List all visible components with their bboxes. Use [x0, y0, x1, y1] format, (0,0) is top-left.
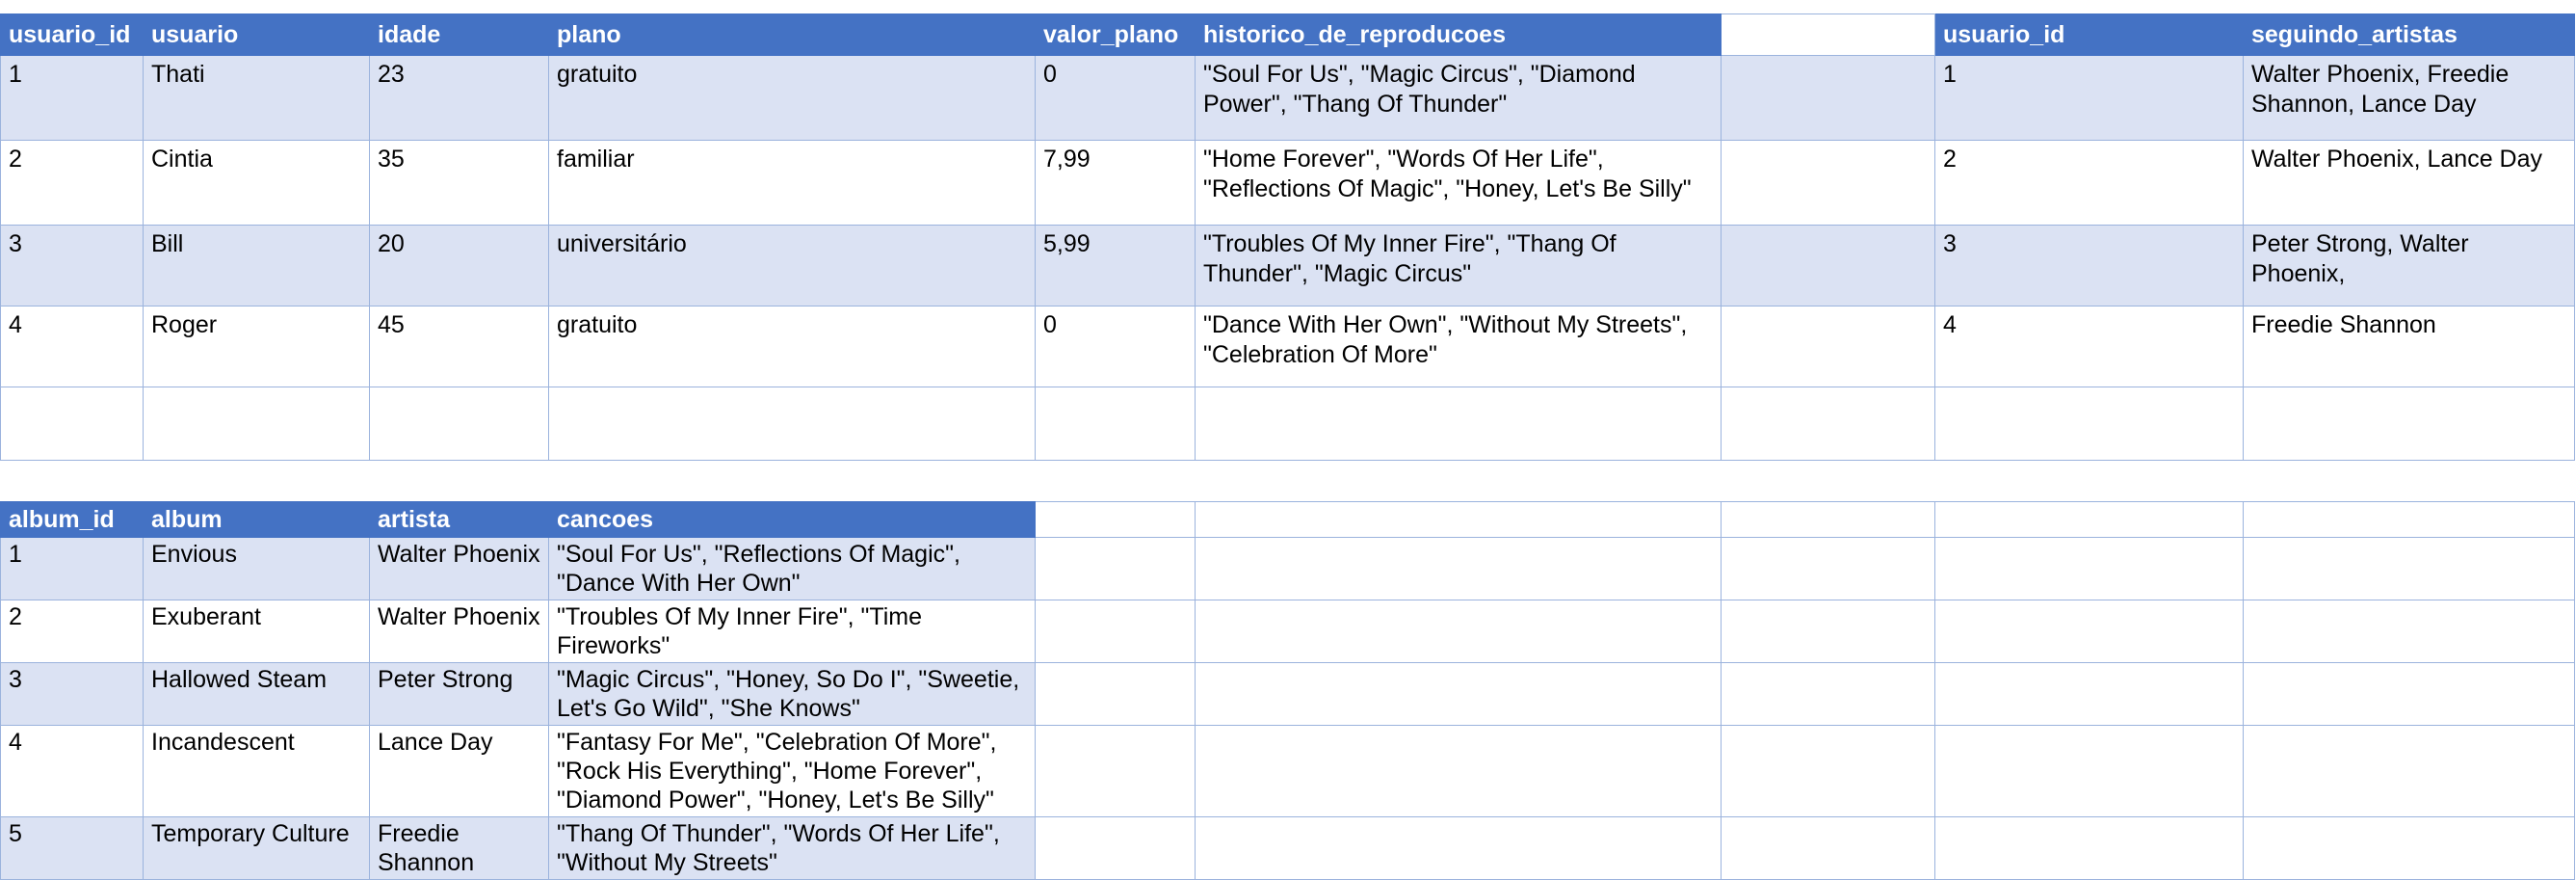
column-header-seguindo-usuario-id[interactable]: usuario_id [1935, 14, 2244, 56]
column-header-album[interactable]: album [144, 502, 370, 538]
cell-empty[interactable] [2244, 726, 2575, 817]
cell-empty[interactable] [1196, 538, 1722, 600]
cell-empty[interactable] [2244, 817, 2575, 880]
albums-empty-cell-4[interactable] [1935, 502, 2244, 538]
cell-empty[interactable] [2244, 663, 2575, 726]
cell-usuario[interactable]: Cintia [144, 141, 370, 226]
cell-seguindo-usuario-id[interactable]: 4 [1935, 307, 2244, 387]
cell-artista[interactable]: Walter Phoenix [370, 600, 549, 663]
cell-empty[interactable] [2244, 538, 2575, 600]
cell-cancoes[interactable]: "Soul For Us", "Reflections Of Magic", "Dance With Her Own" [549, 538, 1036, 600]
users-header-row [1, 14, 2575, 56]
cell-idade[interactable]: 45 [370, 307, 549, 387]
cell-seguindo-artistas[interactable]: Peter Strong, Walter Phoenix, [2244, 226, 2575, 307]
table-row[interactable] [1, 600, 2575, 663]
cell-usuario[interactable]: Bill [144, 226, 370, 307]
cell-album[interactable]: Hallowed Steam [144, 663, 370, 726]
table-row[interactable] [1, 56, 2575, 141]
cell-cancoes[interactable]: "Magic Circus", "Honey, So Do I", "Sweetie, Let's Go Wild", "She Knows" [549, 663, 1036, 726]
table-row[interactable] [1, 226, 2575, 307]
cell-seguindo-artistas[interactable]: Freedie Shannon [2244, 307, 2575, 387]
cell-empty[interactable] [1196, 726, 1722, 817]
cell-empty[interactable] [1722, 600, 1935, 663]
cell-empty[interactable] [1935, 600, 2244, 663]
cell-usuario-id[interactable] [1, 387, 144, 461]
cell-empty[interactable] [1196, 663, 1722, 726]
cell-empty[interactable] [1722, 726, 1935, 817]
cell-seguindo-usuario-id[interactable]: 2 [1935, 141, 2244, 226]
table-row[interactable] [1, 726, 2575, 817]
cell-usuario[interactable]: Roger [144, 307, 370, 387]
cell-usuario-id[interactable]: 1 [1, 56, 144, 141]
cell-empty[interactable] [1722, 663, 1935, 726]
albums-empty-cell-2[interactable] [1196, 502, 1722, 538]
albums-header-row [1, 502, 2575, 538]
cell-empty[interactable] [1036, 663, 1196, 726]
column-header-usuario[interactable]: usuario [144, 14, 370, 56]
column-header-usuario-id[interactable]: usuario_id [1, 14, 144, 56]
cell-valor-plano[interactable] [1036, 387, 1196, 461]
cell-artista[interactable]: Lance Day [370, 726, 549, 817]
cell-empty[interactable] [1036, 817, 1196, 880]
cell-album[interactable]: Temporary Culture [144, 817, 370, 880]
table-row[interactable] [1, 307, 2575, 387]
cell-empty[interactable] [1196, 600, 1722, 663]
cell-album[interactable]: Exuberant [144, 600, 370, 663]
cell-artista[interactable]: Walter Phoenix [370, 538, 549, 600]
cell-empty[interactable] [1036, 538, 1196, 600]
column-header-artista[interactable]: artista [370, 502, 549, 538]
cell-artista[interactable]: Peter Strong [370, 663, 549, 726]
table-row[interactable] [1, 817, 2575, 880]
albums-empty-cell-3[interactable] [1722, 502, 1935, 538]
cell-valor-plano[interactable]: 5,99 [1036, 226, 1196, 307]
cell-empty[interactable] [1722, 538, 1935, 600]
cell-seguindo-usuario-id[interactable] [1935, 387, 2244, 461]
column-header-historico-de-reproducoes[interactable]: historico_de_reproducoes [1196, 14, 1722, 56]
cell-album-id[interactable]: 3 [1, 663, 144, 726]
table-row[interactable] [1, 141, 2575, 226]
cell-cancoes[interactable]: "Troubles Of My Inner Fire", "Time Fireworks" [549, 600, 1036, 663]
cell-historico-de-reproducoes[interactable] [1196, 387, 1722, 461]
cell-album-id[interactable]: 5 [1, 817, 144, 880]
cell-idade[interactable] [370, 387, 549, 461]
cell-seguindo-usuario-id[interactable]: 1 [1935, 56, 2244, 141]
cell-empty[interactable] [1036, 600, 1196, 663]
cell-valor-plano[interactable]: 7,99 [1036, 141, 1196, 226]
cell-spacer[interactable] [1722, 307, 1935, 387]
albums-empty-cell-1[interactable] [1036, 502, 1196, 538]
column-header-seguindo-artistas[interactable]: seguindo_artistas [2244, 14, 2575, 56]
cell-empty[interactable] [1935, 817, 2244, 880]
cell-empty[interactable] [1036, 726, 1196, 817]
cell-empty[interactable] [1935, 726, 2244, 817]
cell-plano[interactable]: gratuito [549, 56, 1036, 141]
cell-empty[interactable] [2244, 600, 2575, 663]
cell-idade[interactable]: 23 [370, 56, 549, 141]
cell-cancoes[interactable]: "Thang Of Thunder", "Words Of Her Life", "Without My Streets" [549, 817, 1036, 880]
users-table [0, 13, 2575, 461]
albums-table [0, 501, 2575, 880]
cell-usuario-id[interactable]: 3 [1, 226, 144, 307]
cell-plano[interactable]: familiar [549, 141, 1036, 226]
cell-seguindo-artistas[interactable] [2244, 387, 2575, 461]
cell-album-id[interactable]: 2 [1, 600, 144, 663]
cell-seguindo-artistas[interactable]: Walter Phoenix, Lance Day [2244, 141, 2575, 226]
cell-usuario-id[interactable]: 4 [1, 307, 144, 387]
cell-valor-plano[interactable]: 0 [1036, 56, 1196, 141]
cell-historico-de-reproducoes[interactable]: "Home Forever", "Words Of Her Life", "Reflections Of Magic", "Honey, Let's Be Silly" [1196, 141, 1722, 226]
cell-usuario[interactable]: Thati [144, 56, 370, 141]
cell-empty[interactable] [1196, 817, 1722, 880]
cell-usuario-id[interactable]: 2 [1, 141, 144, 226]
albums-empty-cell-5[interactable] [2244, 502, 2575, 538]
cell-empty[interactable] [1935, 663, 2244, 726]
cell-historico-de-reproducoes[interactable]: "Soul For Us", "Magic Circus", "Diamond Power", "Thang Of Thunder" [1196, 56, 1722, 141]
cell-empty[interactable] [1722, 817, 1935, 880]
column-header-idade[interactable]: idade [370, 14, 549, 56]
cell-plano[interactable] [549, 387, 1036, 461]
cell-plano[interactable]: gratuito [549, 307, 1036, 387]
cell-idade[interactable]: 20 [370, 226, 549, 307]
cell-seguindo-usuario-id[interactable]: 3 [1935, 226, 2244, 307]
cell-album-id[interactable]: 4 [1, 726, 144, 817]
table-row[interactable] [1, 538, 2575, 600]
table-row[interactable] [1, 387, 2575, 461]
cell-seguindo-artistas[interactable]: Walter Phoenix, Freedie Shannon, Lance Day [2244, 56, 2575, 141]
cell-spacer[interactable] [1722, 56, 1935, 141]
cell-idade[interactable]: 35 [370, 141, 549, 226]
cell-historico-de-reproducoes[interactable]: "Dance With Her Own", "Without My Streets", "Celebration Of More" [1196, 307, 1722, 387]
column-header-spacer [1722, 14, 1935, 56]
column-header-album-id[interactable]: album_id [1, 502, 144, 538]
cell-usuario[interactable] [144, 387, 370, 461]
cell-plano[interactable]: universitário [549, 226, 1036, 307]
cell-empty[interactable] [1935, 538, 2244, 600]
cell-valor-plano[interactable]: 0 [1036, 307, 1196, 387]
cell-cancoes[interactable]: "Fantasy For Me", "Celebration Of More", "Rock His Everything", "Home Forever", "Diamond Power", "Honey, Let's Be Silly" [549, 726, 1036, 817]
column-header-cancoes[interactable]: cancoes [549, 502, 1036, 538]
cell-spacer[interactable] [1722, 387, 1935, 461]
cell-historico-de-reproducoes[interactable]: "Troubles Of My Inner Fire", "Thang Of Thunder", "Magic Circus" [1196, 226, 1722, 307]
cell-album[interactable]: Incandescent [144, 726, 370, 817]
cell-album-id[interactable]: 1 [1, 538, 144, 600]
column-header-plano[interactable]: plano [549, 14, 1036, 56]
table-row[interactable] [1, 663, 2575, 726]
cell-spacer[interactable] [1722, 226, 1935, 307]
column-header-valor-plano[interactable]: valor_plano [1036, 14, 1196, 56]
cell-album[interactable]: Envious [144, 538, 370, 600]
cell-artista[interactable]: Freedie Shannon [370, 817, 549, 880]
cell-spacer[interactable] [1722, 141, 1935, 226]
